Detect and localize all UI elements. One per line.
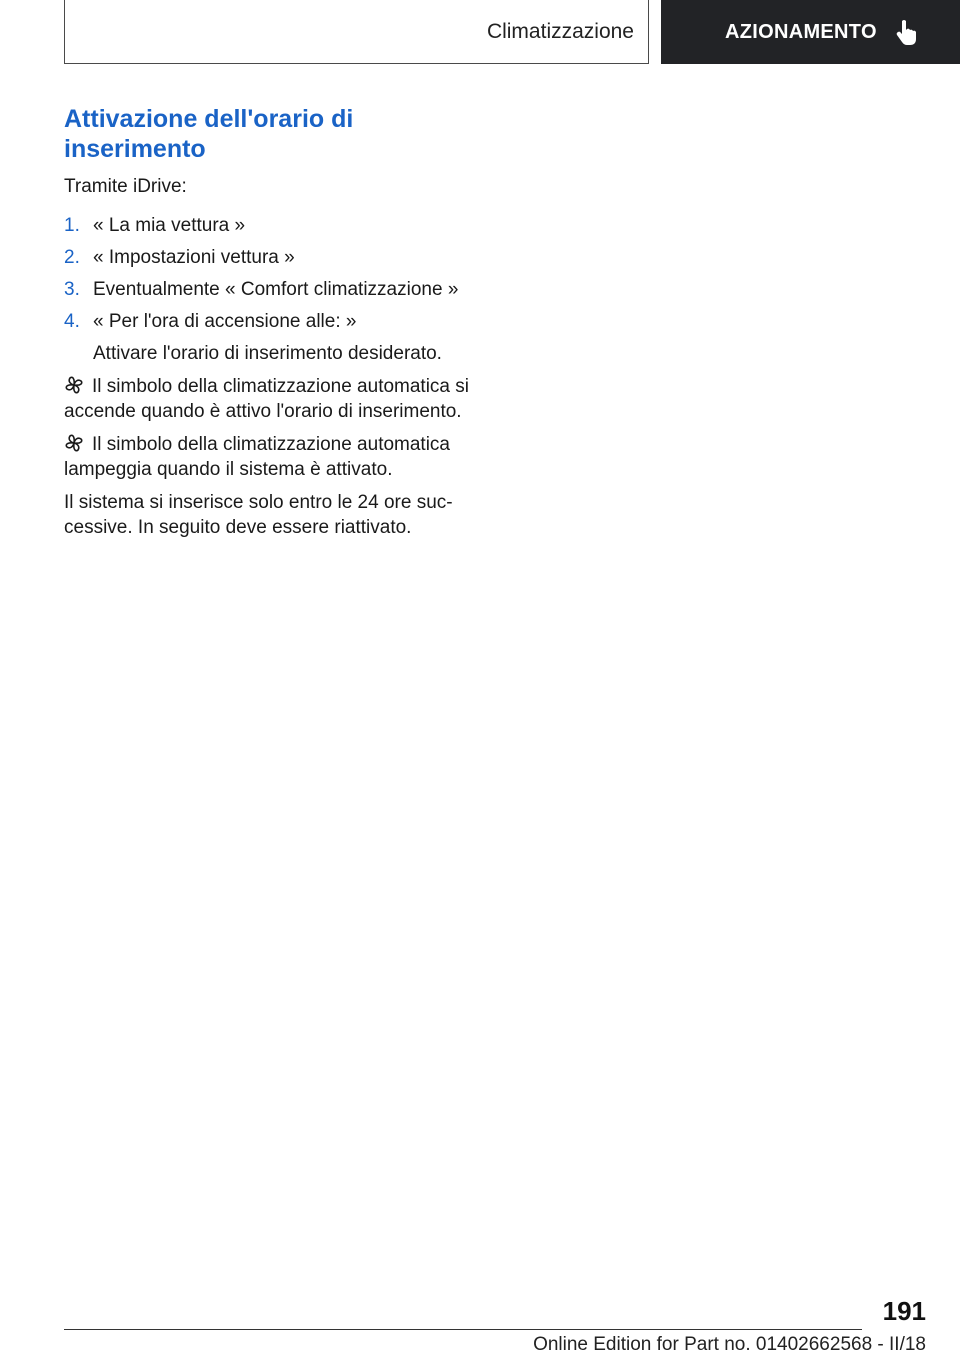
step-text: Eventualmente « Comfort climatizzazione »: [93, 279, 459, 300]
list-item: [64, 213, 469, 238]
hand-pointer-icon: [895, 19, 917, 45]
step-number: 2.: [64, 247, 80, 268]
step-text: « Per l'ora di accensione alle: »: [93, 311, 357, 332]
step-text: « La mia vettura »: [93, 215, 246, 236]
intro-text: Tramite iDrive:: [64, 176, 187, 197]
footer-edition: Online Edition for Part no. 01402662568 - II/18: [533, 1334, 926, 1355]
list-item: [64, 277, 469, 302]
page-number: 191: [882, 1296, 926, 1326]
page-title: Attivazione dell'orario di inserimento: [64, 105, 354, 163]
document-content: [64, 104, 469, 540]
list-item: [64, 309, 469, 334]
step-detail: Attivare l'orario di inserimento desiderato.: [93, 343, 442, 364]
chapter-title: AZIONAMENTO: [725, 20, 877, 43]
header-section-tab: [64, 0, 649, 64]
footer-divider: [64, 1329, 862, 1330]
note-paragraph: [64, 432, 469, 482]
note-text: Il simbolo della climatizzazione automatica si accende quando è attivo l'orario di inserimento.: [64, 376, 469, 422]
note-paragraph: [64, 374, 469, 424]
step-number: 3.: [64, 279, 80, 300]
step-number: 1.: [64, 215, 80, 236]
header-chapter-tab: [661, 0, 960, 64]
list-item: [64, 245, 469, 270]
section-title: Climatizzazione: [486, 19, 634, 43]
fan-icon: [64, 433, 84, 453]
fan-icon: [64, 375, 84, 395]
note-text: Il simbolo della climatizzazione automatica lampeggia quando il sistema è attivato.: [64, 434, 450, 480]
step-number: 4.: [64, 311, 80, 332]
steps-list: [64, 213, 469, 334]
step-text: « Impostazioni vettura »: [93, 247, 295, 268]
closing-paragraph: Il sistema si inserisce solo entro le 24 ore suc‐ cessive. In seguito deve essere riattivato.: [64, 492, 453, 538]
